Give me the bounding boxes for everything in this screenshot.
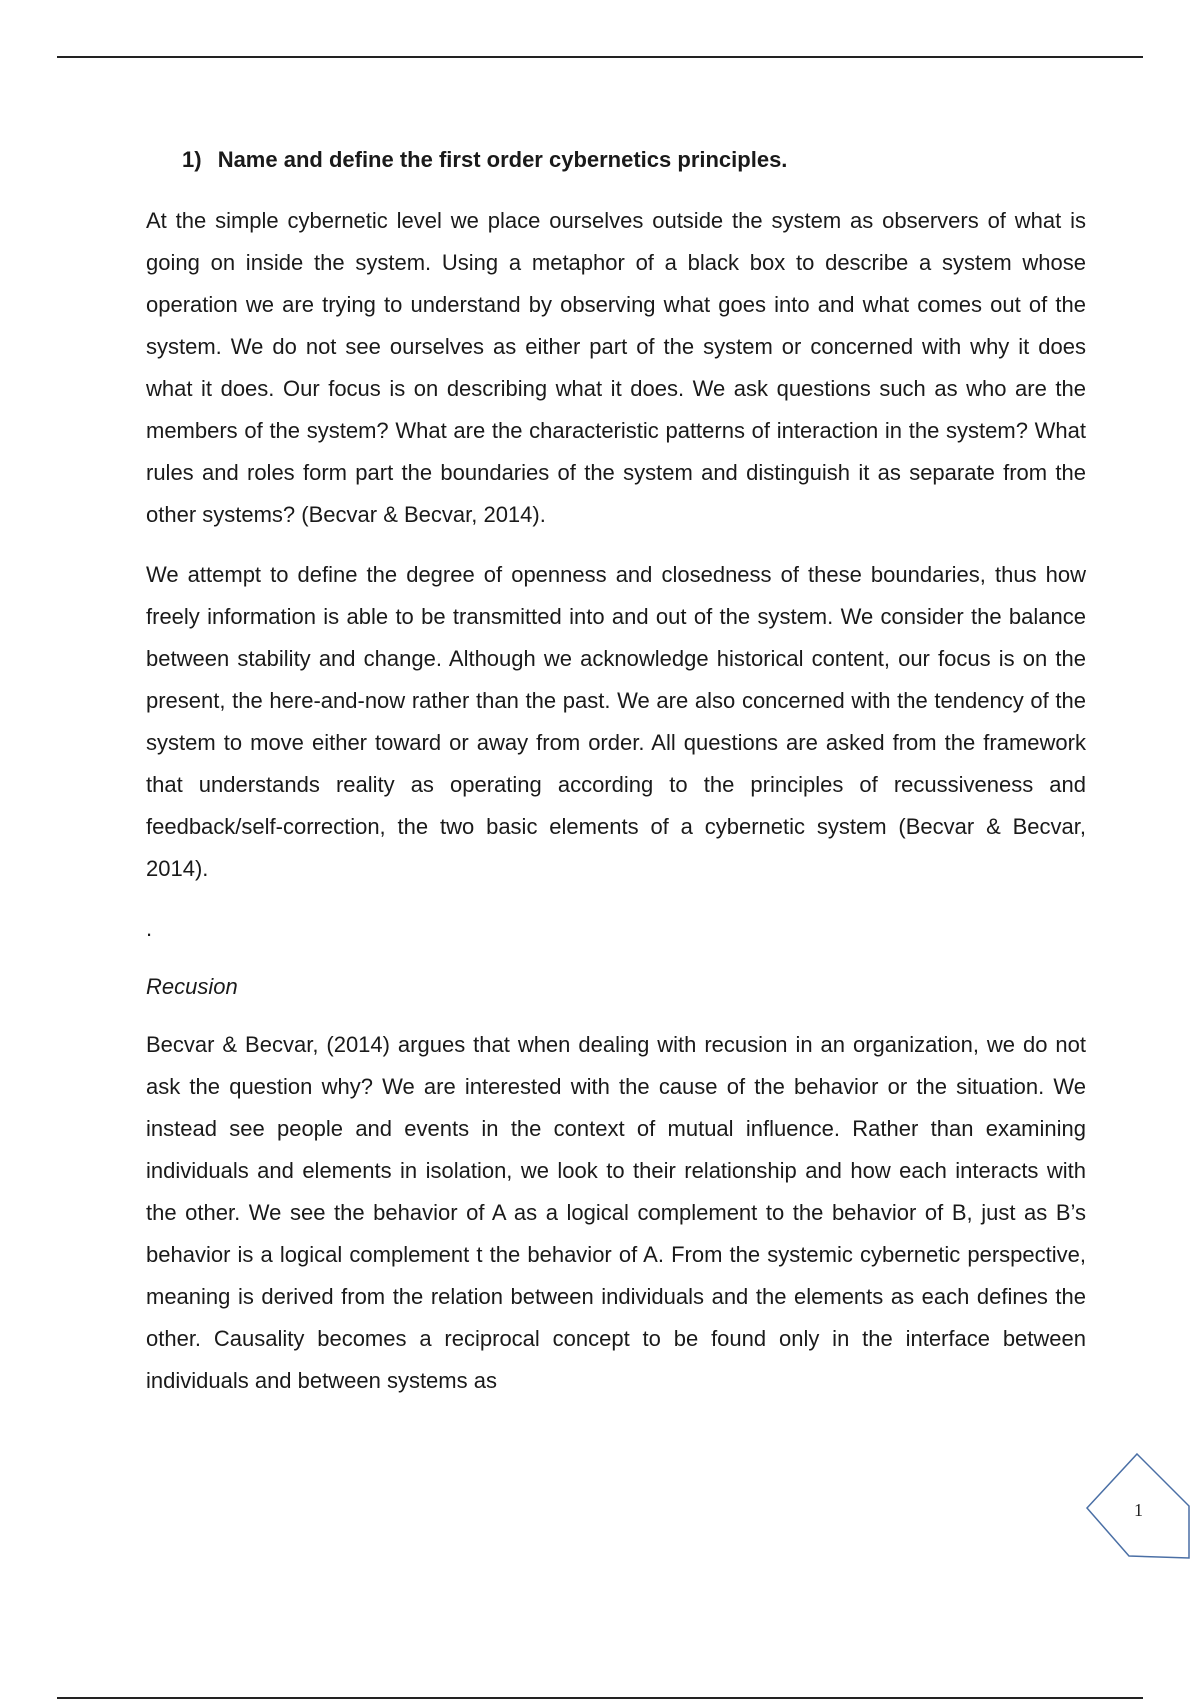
question-title: Name and define the first order cybernetics principles. (217, 147, 788, 172)
subheading-recusion: Recusion (146, 974, 238, 999)
footer-rule (57, 1697, 1143, 1699)
page-number: 1 (1134, 1500, 1143, 1520)
paragraph-observer: At the simple cybernetic level we place ourselves outside the system as observers of what is going on inside the system. Using a metaphor of a black box to describe a system whose operation we are trying to understand by observing what goes into and what comes out of the system. We do not see ourselves as either part of the system or concerned with why it does what it does. Our focus is on describing what it does. We ask questions such as who are the members of the system? What are the characteristic patterns of interaction in the system? What rules and roles form part the boundaries of the system and distinguish it as separate from the other systems? (Becvar & Becvar, 2014). (146, 208, 1086, 527)
header-rule (57, 56, 1143, 58)
document-page (146, 140, 1086, 1420)
question-number: 1) (182, 147, 202, 172)
separator-dot: . (146, 916, 153, 941)
paragraph-recusion: Becvar & Becvar, (2014) argues that when dealing with recusion in an organization, we do not ask the question why? We are interested with the cause of the behavior or the situation. We instead see people and events in the context of mutual influence. Rather than examining individuals and elements in isolation, we look to their relationship and how each interacts with the other. We see the behavior of A as a logical complement to the behavior of B, just as B’s behavior is a logical complement t the behavior of A. From the systemic cybernetic perspective, meaning is derived from the relation between individuals and the elements as each defines the other. Causality becomes a reciprocal concept to be found only in the interface between individuals and between systems as (146, 1032, 1086, 1393)
question-heading (182, 140, 1086, 180)
paragraph-boundaries: We attempt to define the degree of openness and closedness of these boundaries, thus how freely information is able to be transmitted into and out of the system. We consider the balance between stability and change. Although we acknowledge historical content, our focus is on the present, the here-and-now rather than the past. We are also concerned with the tendency of the system to move either toward or away from order. All questions are asked from the framework that understands reality as operating according to the principles of recussiveness and feedback/self-correction, the two basic elements of a cybernetic system (Becvar & Becvar, 2014). (146, 562, 1086, 881)
